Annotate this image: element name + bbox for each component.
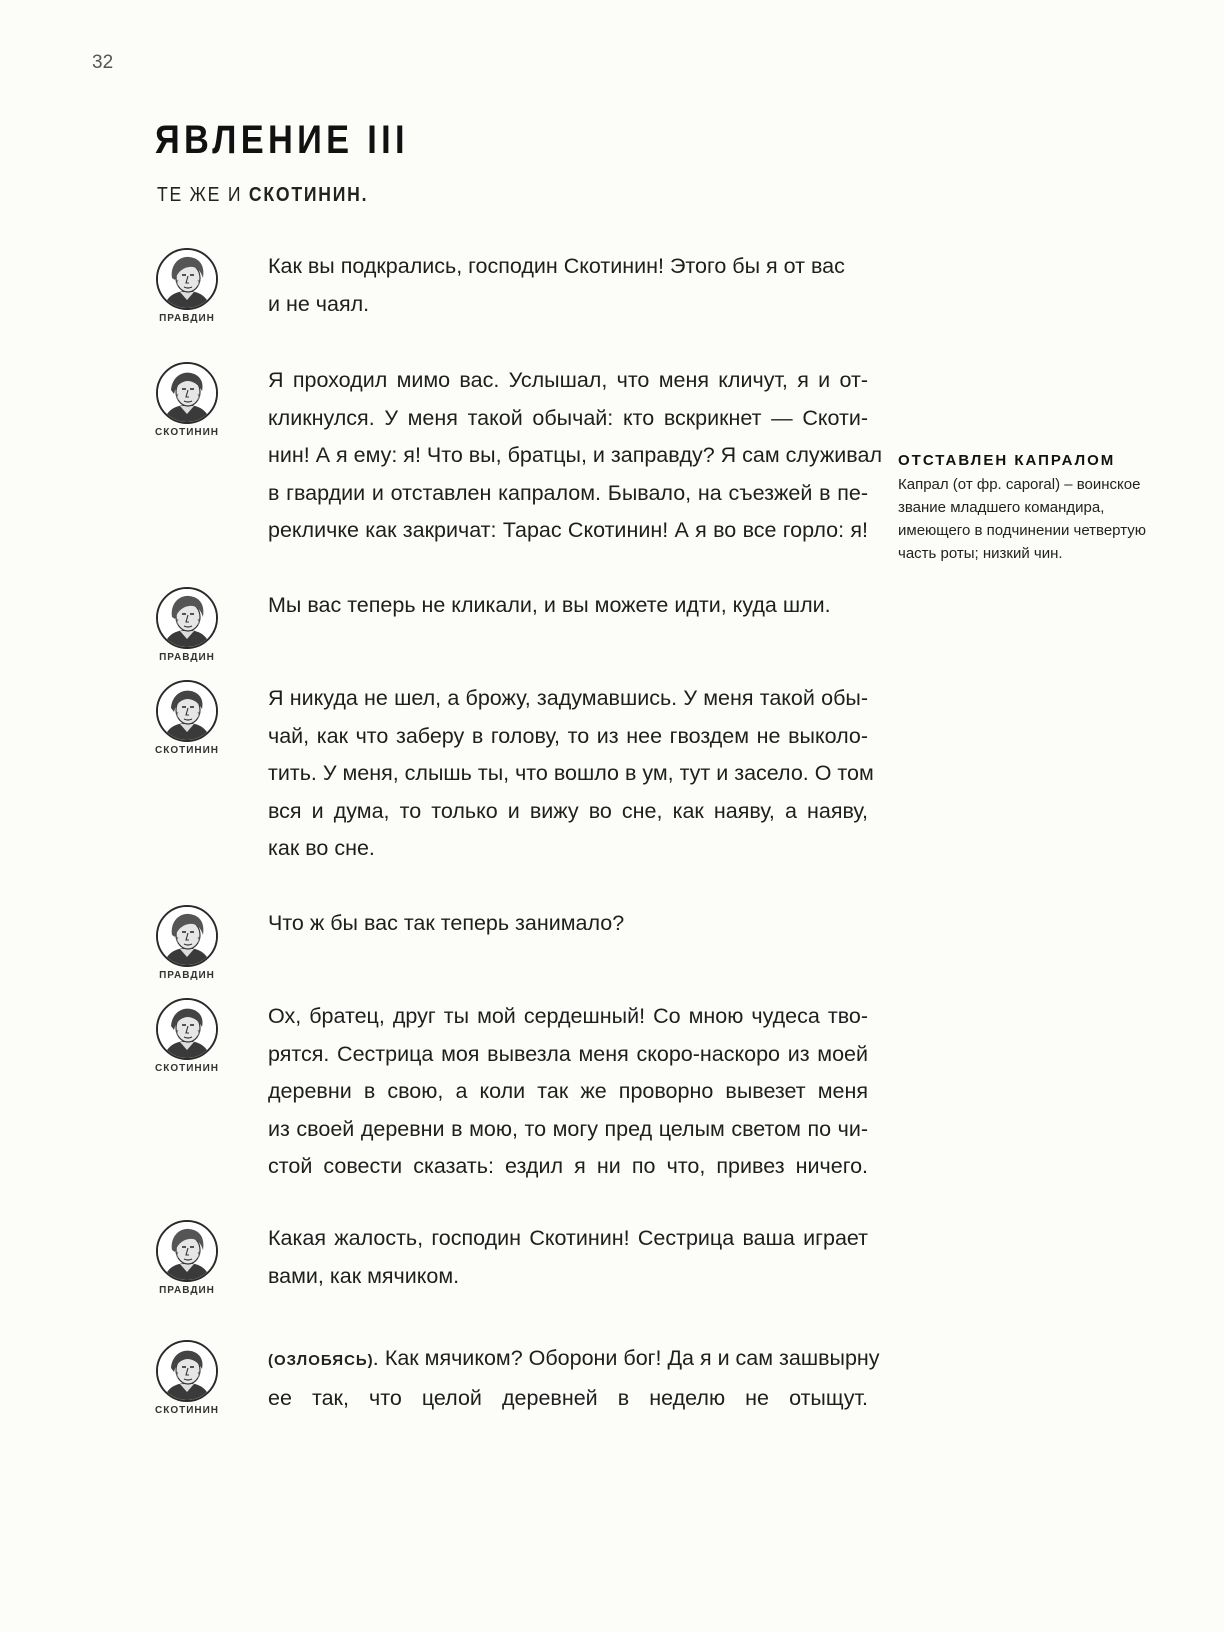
sidenote-line: звание младшего командира, [898, 499, 1105, 516]
sidenote [898, 452, 1198, 565]
sidenote-line: имеющего в подчинении четвертую [898, 522, 1146, 539]
speech-text [268, 1340, 880, 1417]
speech-line: чай, как что заберу в голову, то из нее гвоздем не выколо- [268, 723, 868, 748]
speaker-name: СКОТИНИН [155, 1405, 220, 1416]
speech-line: вами, как мячиком. [268, 1263, 460, 1288]
speech-text [268, 905, 868, 943]
speech-text [268, 998, 868, 1186]
speech-line-text: Как мячиком? Оборони бог! Да я и сам зашвырну [378, 1346, 880, 1370]
speech-line: Мы вас теперь не кликали, и вы можете идти, куда шли. [268, 593, 831, 617]
speaker-portrait-icon [156, 587, 218, 649]
speech-line: тить. У меня, слышь ты, что вошло в ум, тут и засело. О том [268, 761, 874, 785]
speech-line: Я проходил мимо вас. Услышал, что меня кличут, я и от- [268, 368, 868, 392]
speech-line: Я никуда не шел, а брожу, задумавшись. У меня такой обы- [268, 686, 868, 710]
page-number: 32 [92, 52, 114, 73]
speech-line: ее так, что целой деревней в неделю не отыщут. [268, 1385, 868, 1410]
speaker [155, 587, 219, 663]
speech-line: как во сне. [268, 836, 375, 860]
speaker-portrait-icon [156, 905, 218, 967]
speaker-portrait-icon [156, 1340, 218, 1402]
speech-line: Какая жалость, господин Скотинин! Сестрица ваша играет [268, 1226, 868, 1250]
scene-title: ЯВЛЕНИЕ III [155, 118, 409, 162]
speech-line: рекличке как закричат: Тарас Скотинин! А я во все горло: я! [268, 518, 868, 542]
speaker-portrait-icon [156, 362, 218, 424]
speaker [155, 998, 219, 1074]
speaker-name: СКОТИНИН [155, 427, 220, 438]
speaker-name: ПРАВДИН [159, 1285, 215, 1296]
speaker-portrait-icon [156, 248, 218, 310]
sidenote-title: ОТСТАВЛЕН КАПРАЛОМ [898, 452, 1116, 469]
speaker [155, 362, 219, 438]
scene-subtitle-plain: ТЕ ЖЕ И [157, 184, 249, 206]
speech-line: рятся. Сестрица моя вывезла меня скоро-наскоро из моей [268, 1041, 868, 1066]
speech-text [268, 248, 868, 323]
speaker [155, 248, 219, 324]
speech-line: нин! А я ему: я! Что вы, братцы, и заправду? Я сам служивал [268, 443, 882, 467]
speaker-name: СКОТИНИН [155, 1063, 220, 1074]
speaker-name: ПРАВДИН [159, 313, 215, 324]
sidenote-text [898, 473, 1198, 565]
speech-line: и не чаял. [268, 291, 370, 316]
speaker-portrait-icon [156, 1220, 218, 1282]
speaker [155, 1340, 219, 1416]
speech-line [268, 1340, 880, 1380]
speaker [155, 680, 219, 756]
scene-subtitle [157, 184, 368, 207]
speaker-portrait-icon [156, 680, 218, 742]
speech-text [268, 587, 868, 625]
speaker-name: ПРАВДИН [159, 652, 215, 663]
speech-text [268, 1220, 868, 1295]
speaker-name: СКОТИНИН [155, 745, 220, 756]
speech-text [268, 680, 874, 868]
sidenote-line: Капрал (от фр. caporal) – воинское [898, 476, 1141, 493]
speech-line: из своей деревни в мою, то могу пред целым светом по чи- [268, 1116, 868, 1141]
speaker [155, 1220, 219, 1296]
speaker-portrait-icon [156, 998, 218, 1060]
sidenote-line: часть роты; низкий чин. [898, 545, 1063, 562]
stage-direction: (ОЗЛОБЯСЬ). [268, 1352, 379, 1369]
speech-line: Как вы подкрались, господин Скотинин! Этого бы я от вас [268, 254, 845, 278]
speech-line: Что ж бы вас так теперь занимало? [268, 911, 625, 935]
speech-text [268, 362, 882, 550]
speech-line: деревни в свою, а коли так же проворно вывезет меня [268, 1079, 868, 1103]
speech-line: вся и дума, то только и вижу во сне, как наяву, а наяву, [268, 798, 868, 823]
speech-line: Ох, братец, друг ты мой сердешный! Со мною чудеса тво- [268, 1004, 868, 1028]
speech-line: в гвардии и отставлен капралом. Бывало, на съезжей в пе- [268, 480, 868, 505]
speech-line: стой совести сказать: ездил я ни по что, привез ничего. [268, 1154, 868, 1178]
speaker-name: ПРАВДИН [159, 970, 215, 981]
speaker [155, 905, 219, 981]
scene-subtitle-character: СКОТИНИН. [248, 184, 369, 206]
speech-line: кликнулся. У меня такой обычай: кто вскрикнет — Скоти- [268, 405, 868, 430]
